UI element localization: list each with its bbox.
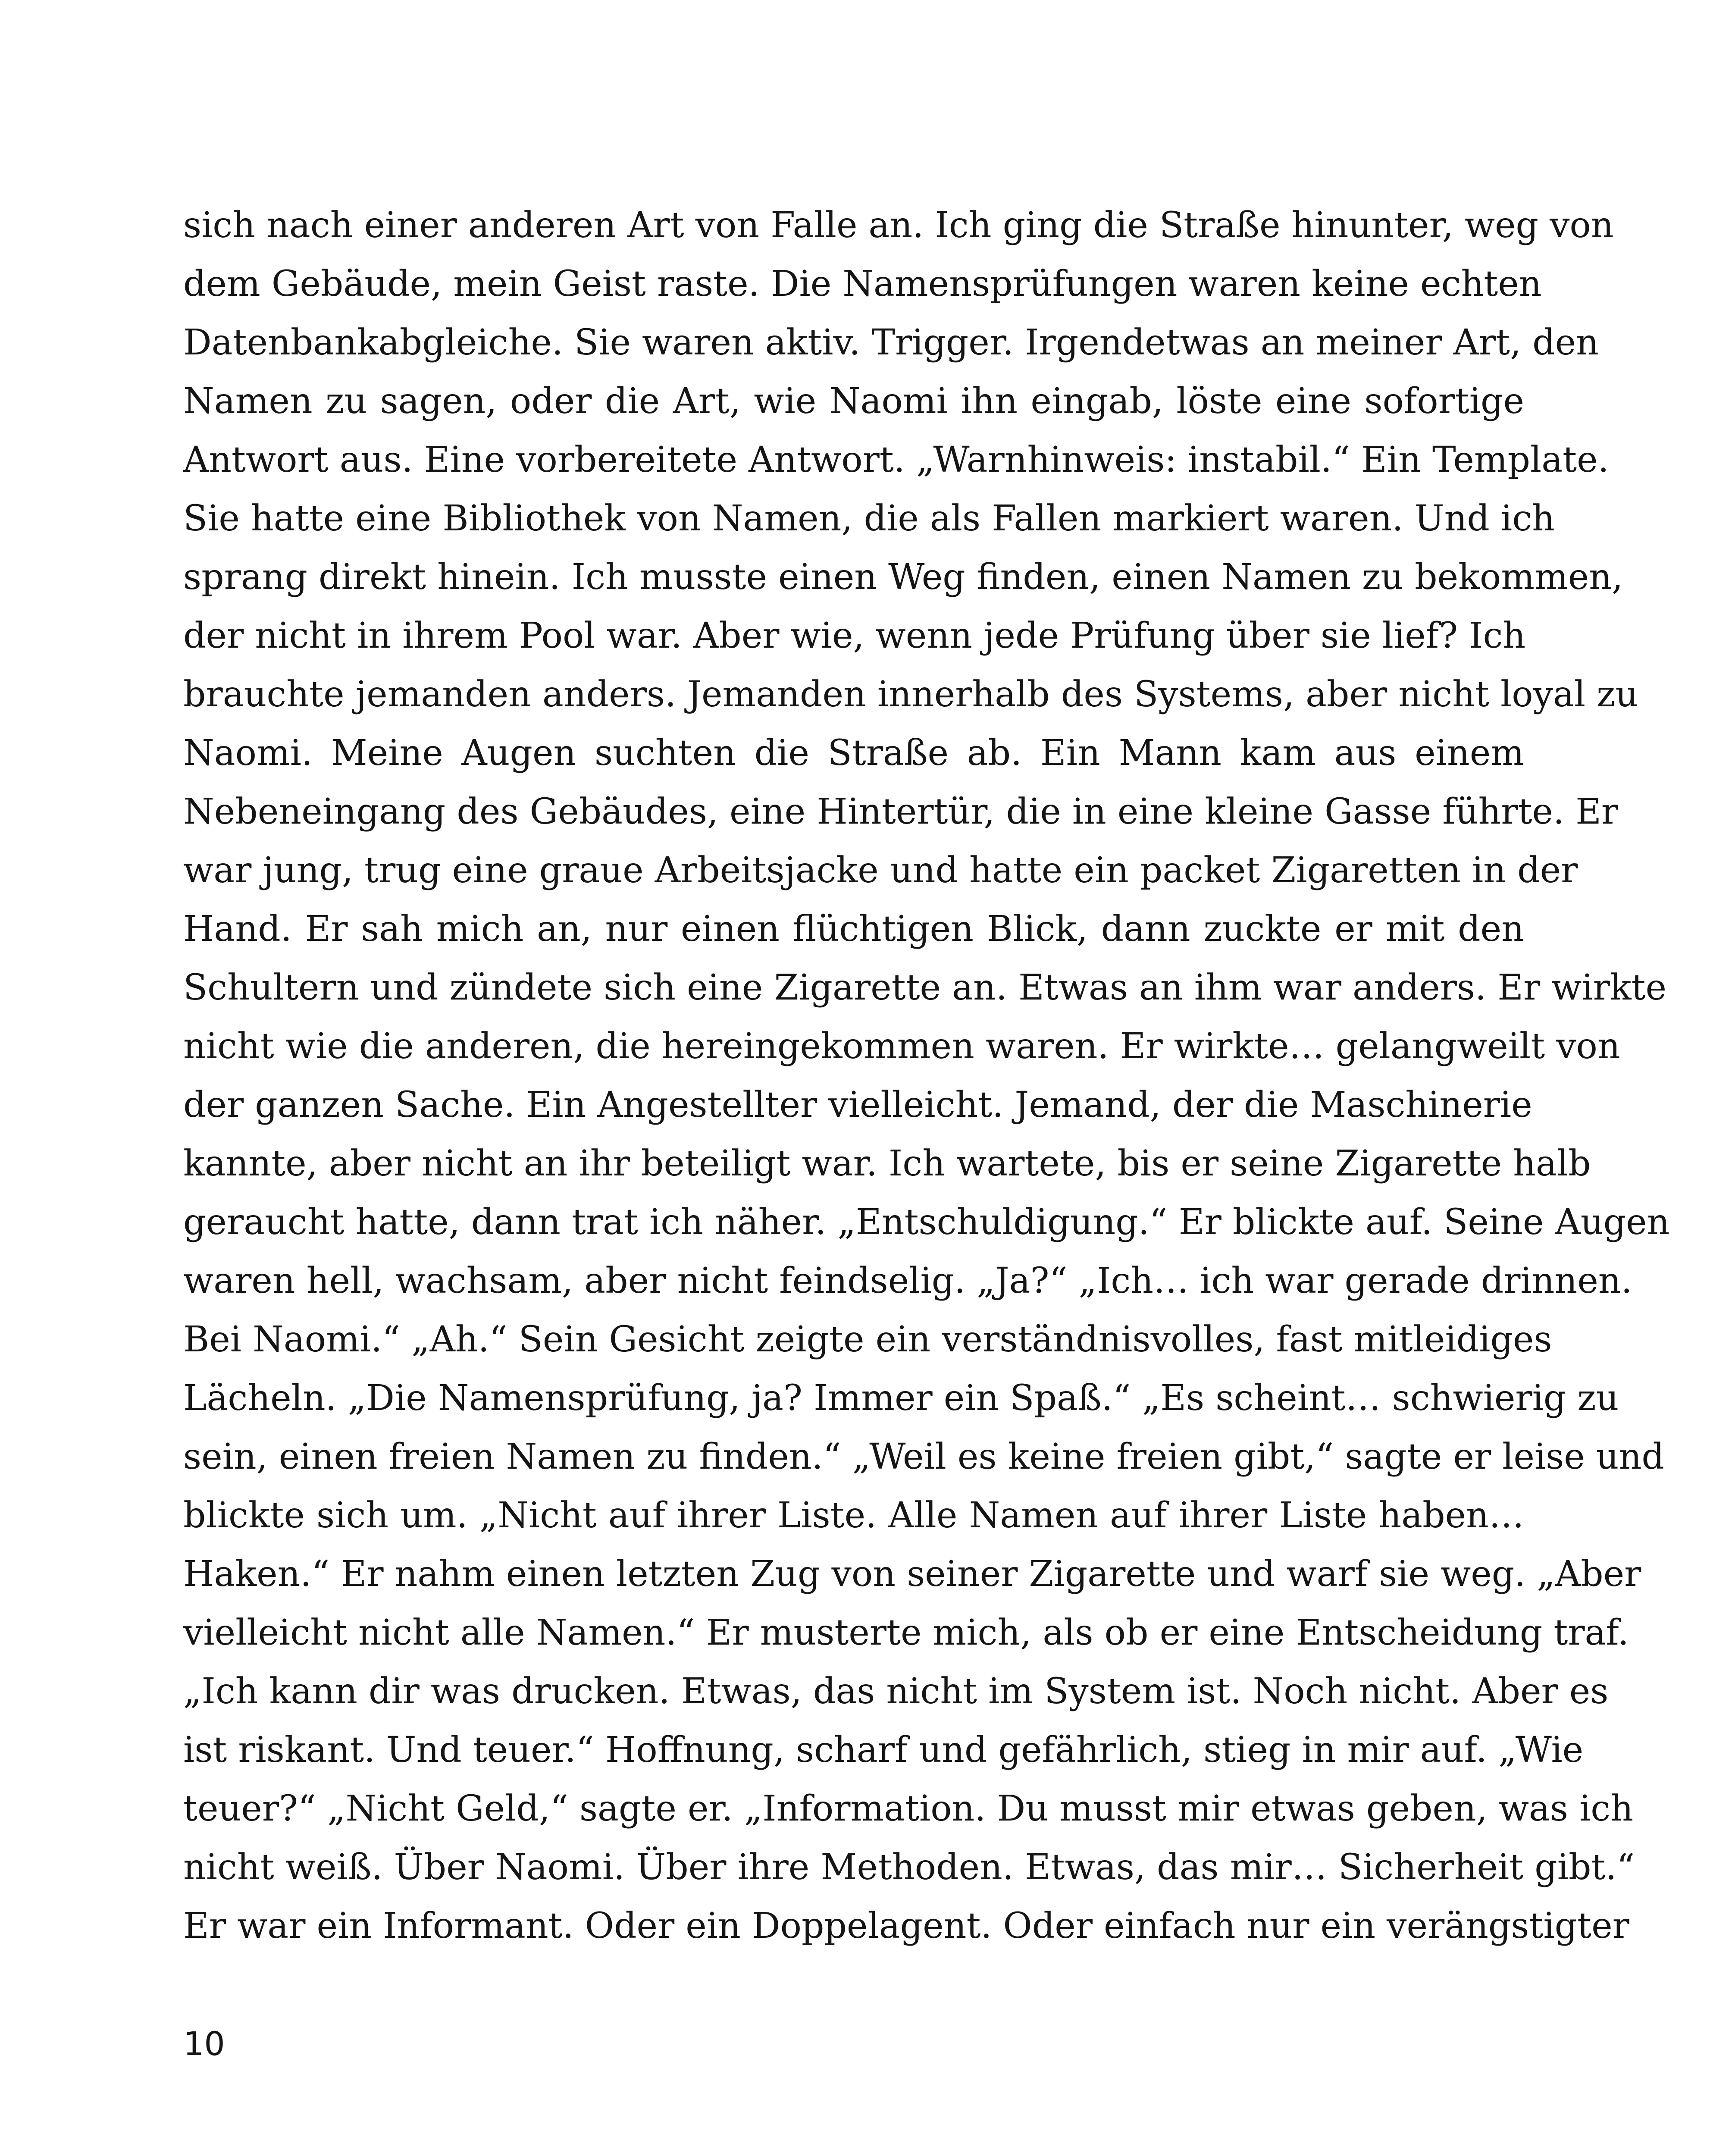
text-line: Hand. Er sah mich an, nur einen flüchtigen Blick, dann zuckte er mit den bbox=[183, 909, 1524, 950]
text-line: „Ich kann dir was drucken. Etwas, das nicht im System ist. Noch nicht. Aber es bbox=[183, 1671, 1609, 1712]
text-line: Lächeln. „Die Namensprüfung, ja? Immer ein Spaß.“ „Es scheint… schwierig zu bbox=[183, 1378, 1619, 1419]
text-line: sich nach einer anderen Art von Falle an. Ich ging die Straße hinunter, weg von bbox=[183, 205, 1614, 246]
text-line: Sie hatte eine Bibliothek von Namen, die als Fallen markiert waren. Und ich bbox=[183, 498, 1555, 539]
text-line: Antwort aus. Eine vorbereitete Antwort. „Warnhinweis: instabil.“ Ein Template. bbox=[183, 439, 1609, 480]
text-line: war jung, trug eine graue Arbeitsjacke und hatte ein packet Zigaretten in der bbox=[183, 850, 1578, 891]
text-line: Nebeneingang des Gebäudes, eine Hintertür, die in eine kleine Gasse führte. Er bbox=[183, 791, 1619, 832]
text-line: Bei Naomi.“ „Ah.“ Sein Gesicht zeigte ein verständnisvolles, fast mitleidiges bbox=[183, 1319, 1552, 1360]
text-line: Schultern und zündete sich eine Zigarette an. Etwas an ihm war anders. Er wirkte bbox=[183, 967, 1666, 1008]
text-line: Naomi. Meine Augen suchten die Straße ab. Ein Mann kam aus einem bbox=[183, 733, 1524, 774]
text-line: Haken.“ Er nahm einen letzten Zug von seiner Zigarette und warf sie weg. „Aber bbox=[183, 1554, 1641, 1595]
text-line: nicht wie die anderen, die hereingekommen waren. Er wirkte… gelangweilt von bbox=[183, 1026, 1620, 1067]
text-line: waren hell, wachsam, aber nicht feindselig. „Ja?“ „Ich… ich war gerade drinnen. bbox=[183, 1260, 1632, 1301]
text-line: der ganzen Sache. Ein Angestellter vielleicht. Jemand, der die Maschinerie bbox=[183, 1084, 1532, 1125]
text-line: ist riskant. Und teuer.“ Hoffnung, scharf und gefährlich, stieg in mir auf. „Wie bbox=[183, 1730, 1584, 1771]
text-line: sein, einen freien Namen zu finden.“ „Weil es keine freien gibt,“ sagte er leise und bbox=[183, 1436, 1664, 1477]
page-number: 10 bbox=[183, 2024, 225, 2063]
text-line: teuer?“ „Nicht Geld,“ sagte er. „Information. Du musst mir etwas geben, was ich bbox=[183, 1788, 1634, 1829]
text-line: Er war ein Informant. Oder ein Doppelagent. Oder einfach nur ein verängstigter bbox=[183, 1905, 1629, 1946]
text-line: kannte, aber nicht an ihr beteiligt war. Ich wartete, bis er seine Zigarette halb bbox=[183, 1143, 1591, 1184]
text-line: Namen zu sagen, oder die Art, wie Naomi ihn eingab, löste eine sofortige bbox=[183, 381, 1524, 422]
text-line: geraucht hatte, dann trat ich näher. „Entschuldigung.“ Er blickte auf. Seine Augen bbox=[183, 1202, 1670, 1243]
text-line: brauchte jemanden anders. Jemanden innerhalb des Systems, aber nicht loyal zu bbox=[183, 674, 1638, 715]
body-text bbox=[183, 196, 1670, 1955]
text-line: der nicht in ihrem Pool war. Aber wie, wenn jede Prüfung über sie lief? Ich bbox=[183, 615, 1526, 656]
text-line: vielleicht nicht alle Namen.“ Er musterte mich, als ob er eine Entscheidung traf. bbox=[183, 1612, 1629, 1653]
text-line: blickte sich um. „Nicht auf ihrer Liste. Alle Namen auf ihrer Liste haben… bbox=[183, 1495, 1524, 1536]
text-line: dem Gebäude, mein Geist raste. Die Namensprüfungen waren keine echten bbox=[183, 263, 1542, 304]
text-line: sprang direkt hinein. Ich musste einen Weg finden, einen Namen zu bekommen, bbox=[183, 557, 1623, 598]
text-line: Datenbankabgleiche. Sie waren aktiv. Trigger. Irgendetwas an meiner Art, den bbox=[183, 322, 1599, 363]
text-line: nicht weiß. Über Naomi. Über ihre Methoden. Etwas, das mir… Sicherheit gibt.“ bbox=[183, 1847, 1635, 1888]
